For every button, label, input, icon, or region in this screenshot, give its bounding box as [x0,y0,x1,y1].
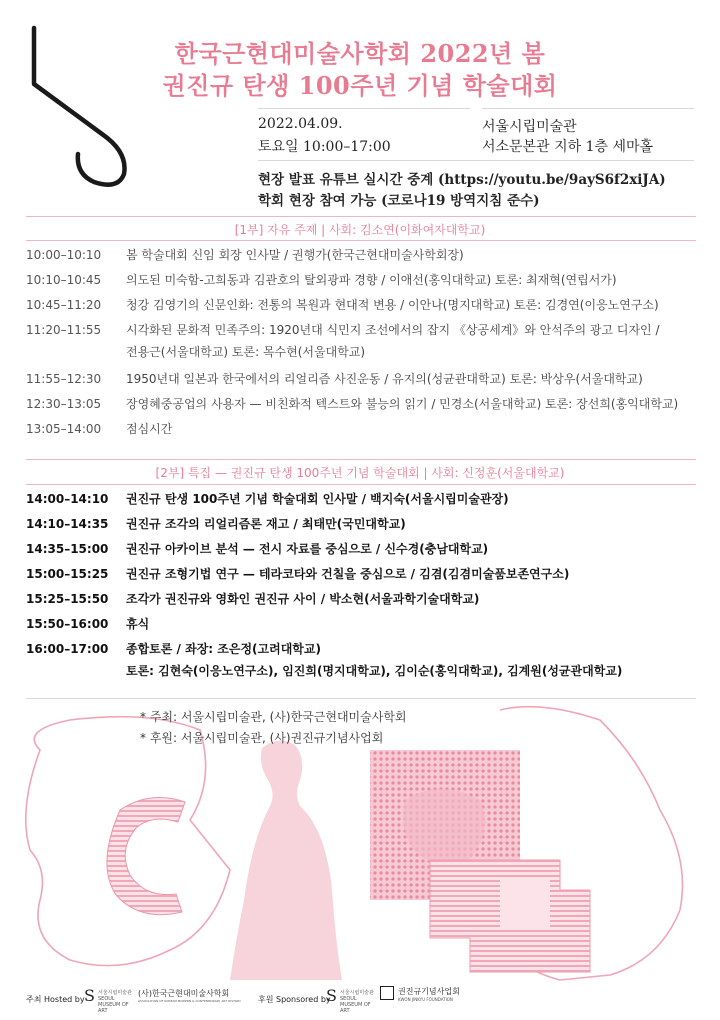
s2-desc: 권진규 탄생 100주년 기념 학술대회 인사말 / 백지숙(서울시립미술관장) [126,492,509,506]
s1-desc: 1950년대 일본과 한국에서의 리얼리즘 사진운동 / 유지의(성균관대학교) 토론: 박상우(서울대학교) [126,372,643,386]
s2-desc: 종합토론 / 좌장: 조은정(고려대학교) [126,642,321,656]
title-line-2: 권진규 탄생 100주년 기념 학술대회 [162,71,558,100]
venue-name: 서울시립미술관 [482,119,577,135]
sema-logo-sponsor [326,986,374,1014]
s2-time: 15:50–16:00 [26,617,109,631]
foundation-logo-text: 권진규기념사업회 [398,987,460,996]
s1-time: 11:20–11:55 [26,323,102,337]
society-logo-text: (사)한국근현대미술사학회 [138,989,230,998]
s2-desc: 권진규 조형기법 연구 — 테라코타와 건칠을 중심으로 / 김겸(김겸미술품보존연구소) [126,567,570,581]
s1-time: 11:55–12:30 [26,372,102,386]
s1-desc: 점심시간 [126,422,173,436]
sema-logo-mark: S [326,986,337,1005]
info-top-rule-right [482,108,694,109]
session2-rule-bottom [26,484,696,485]
attendance-info: 학회 현장 참여 가능 (코로나19 방역지침 준수) [258,193,540,209]
s2-desc: 조각가 권진규와 영화인 권진규 사이 / 박소현(서울과학기술대학교) [126,592,480,606]
sema-logo-mark: S [84,986,95,1005]
s2-time: 14:10–14:35 [26,517,109,531]
s1-time: 10:45–11:20 [26,298,102,312]
s1-desc: 청강 김영기의 신문인화: 전통의 복원과 현대적 변용 / 이안나(명지대학교) 토론: 김경연(이응노연구소) [126,298,659,312]
sema-logo-text: 서울시립미술관 SEOUL MUSEUM OF ART [340,990,374,1014]
s2-desc-cont: 토론: 김현숙(이응노연구소), 임진희(명지대학교), 김이순(홍익대학교), 김계원(성균관대학교) [126,664,623,678]
session2-heading: [2부] 특집 — 권진규 탄생 100주년 기념 학술대회 | 사회: 신정훈(서울대학교) [155,466,565,480]
foundation-logo-sub: KWON JINKYU FOUNDATION [398,997,453,1002]
stream-info: 현장 발표 유튜브 실시간 중계 (https://youtu.be/9ayS6f2xiJA) [258,172,666,188]
sponsored-by-label: 후원 Sponsored by [258,995,331,1004]
society-logo-sub: ASSOCIATION OF KOREAN MODERN & CONTEMPORARY ART HISTORY [138,999,242,1003]
sema-logo [84,986,132,1014]
info-top-rule [258,108,470,109]
session1-rule [26,216,696,217]
event-time: 토요일 10:00–17:00 [258,139,391,155]
s1-time: 10:00–10:10 [26,248,102,262]
s1-time: 12:30–13:05 [26,397,102,411]
s1-desc: 봄 학술대회 신임 회장 인사말 / 권행가(한국근현대미술사학회장) [126,248,464,262]
s1-time: 13:05–14:00 [26,422,102,436]
info-mid-rule [258,160,694,161]
s2-time: 14:00–14:10 [26,492,109,506]
host-note: * 주최: 서울시립미술관, (사)한국근현대미술사학회 [140,710,407,724]
session2-rule [26,459,696,460]
session1-heading: [1부] 자유 주제 | 사회: 김소연(이화여자대학교) [234,223,486,237]
s2-time: 14:35–15:00 [26,542,109,556]
s2-desc: 권진규 조각의 리얼리즘론 재고 / 최태만(국민대학교) [126,517,406,531]
venue-detail: 서소문본관 지하 1층 세마홀 [482,139,654,155]
s2-time: 15:00–15:25 [26,567,109,581]
s1-desc: 의도된 미숙함-고희동과 김관호의 탈외광파 경향 / 이애선(홍익대학교) 토론: 최재혁(연립서가) [126,273,617,287]
hosted-by-label: 주최 Hosted by [26,995,85,1004]
s2-time: 16:00–17:00 [26,642,109,656]
s2-desc: 휴식 [126,617,150,631]
s1-desc: 장영혜중공업의 사용자 — 비친화적 텍스트와 불능의 읽기 / 민경소(서울대학교) 토론: 장선희(홍익대학교) [126,397,679,411]
s1-desc: 시각화된 문화적 민족주의: 1920년대 식민지 조선에서의 잡지 《상공세계》와 안석주의 광고 디자인 / [126,323,660,337]
society-logo [138,988,248,1003]
sema-logo-text: 서울시립미술관 SEOUL MUSEUM OF ART [98,990,132,1014]
session1-rule-bottom [26,240,696,241]
s2-desc: 권진규 아카이브 분석 — 전시 자료를 중심으로 / 신수경(충남대학교) [126,542,489,556]
s1-time: 10:10–10:45 [26,273,102,287]
event-date: 2022.04.09. [258,116,343,132]
title-line-1: 한국근현대미술사학회 2022년 봄 [174,39,546,68]
foundation-seal-icon [380,986,394,1000]
sponsor-note: * 후원: 서울시립미술관, (사)권진규기념사업회 [140,731,384,745]
s2-time: 15:25–15:50 [26,592,109,606]
s1-desc-cont: 전용근(서울대학교) 토론: 목수현(서울대학교) [126,345,366,359]
